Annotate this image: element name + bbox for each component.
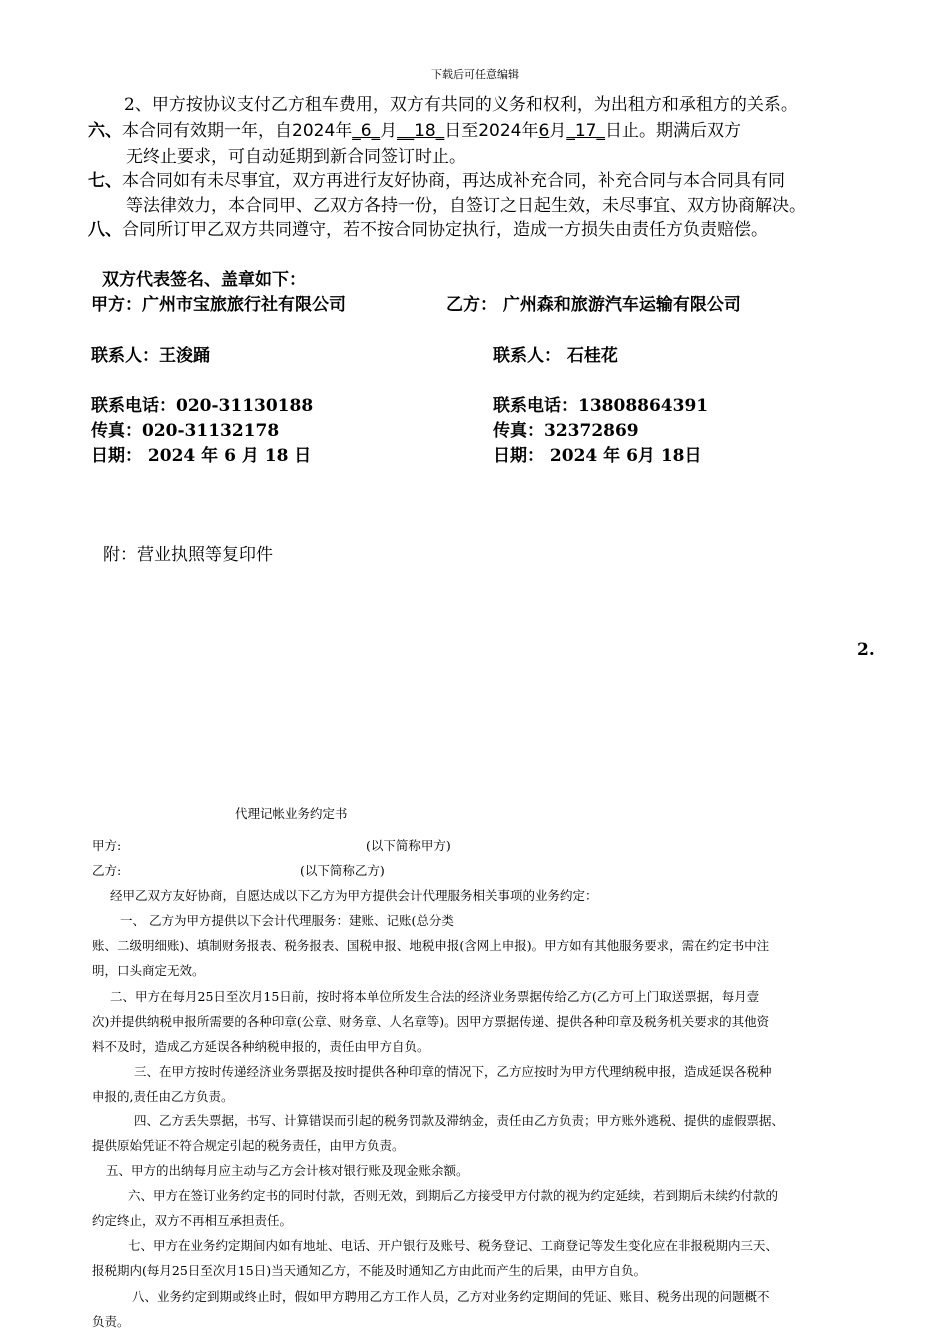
item-4-line1: 四、乙方丢失票据，书写、计算错误而引起的税务罚款及滞纳金，责任由乙方负责；甲方账外逃税、提供的虚假票据、: [134, 1113, 785, 1128]
clause-6-line2: 无终止要求，可自动延期到新合同签订时止。: [126, 147, 466, 167]
year-label: 年: [335, 121, 353, 141]
year-label-2: 年: [521, 121, 539, 141]
item-2-line3: 料不及时，造成乙方延误各种纳税申报的，责任由甲方自负。: [92, 1039, 430, 1054]
item-5-line1: 五、甲方的出纳每月应主动与乙方会计核对银行账及现金账余额。: [106, 1163, 469, 1178]
end-year: 2024: [478, 121, 522, 141]
month-label-2: 月: [549, 121, 567, 141]
agreement-party-b-label: 乙方:: [92, 863, 122, 878]
day-label: 日至: [444, 121, 479, 141]
agreement-intro: 经甲乙双方友好协商，自愿达成以下乙方为甲方提供会计代理服务相关事项的业务约定：: [110, 888, 598, 903]
phone-b: 联系电话：13808864391: [493, 396, 709, 416]
clause-6-tail: 日止。期满后双方: [604, 121, 741, 141]
party-b: 乙方： 广州森和旅游汽车运输有限公司: [446, 295, 741, 315]
item-7-line2: 报税期内(每月25日至次月15日)当天通知乙方，不能及时通知乙方由此而产生的后果，由甲方自负。: [92, 1263, 647, 1278]
item-8-line1: 八、业务约定到期或终止时，假如甲方聘用乙方工作人员，乙方对业务约定期间的凭证、账目、税务出现的问题概不: [132, 1289, 770, 1304]
agreement-title: 代理记帐业务约定书: [235, 806, 348, 821]
item-2-line1: 二、甲方在每月25日至次月15日前，按时将本单位所发生合法的经济业务票据传给乙方(乙方可上门取送票据，每月壹: [110, 989, 760, 1004]
date-b: 日期： 2024 年 6月 18日: [493, 446, 702, 466]
end-month: 6: [538, 121, 550, 141]
month-label: 月: [380, 121, 398, 141]
clause-7-line1: [88, 166, 785, 191]
item-3-line1: 三、在甲方按时传递经济业务票据及按时提供各种印章的情况下，乙方应按时为甲方代理纳税申报，造成延误各税种: [134, 1064, 772, 1079]
clause-7-text: 本合同如有未尽事宜，双方再进行友好协商，再达成补充合同，补充合同与本合同具有同: [122, 171, 785, 191]
clause-6-num: 六、: [88, 121, 122, 141]
party-a: 甲方：广州市宝旅旅行社有限公司: [91, 295, 346, 315]
page-number: 2.: [857, 640, 875, 660]
item-1-line1: 一、 乙方为甲方提供以下会计代理服务：建账、记账(总分类: [120, 913, 454, 928]
clause-8-num: 八、: [88, 220, 122, 240]
item-6-line2: 约定终止，双方不再相互承担责任。: [92, 1213, 293, 1228]
item-4-line2: 提供原始凭证不符合规定引起的税务责任，由甲方负责。: [92, 1138, 405, 1153]
attachment-note: 附：营业执照等复印件: [103, 545, 273, 565]
clause-8-text: 合同所订甲乙双方共同遵守，若不按合同协定执行，造成一方损失由责任方负责赔偿。: [122, 220, 768, 240]
contact-b: 联系人： 石桂花: [493, 346, 618, 366]
item-3-line2: 申报的,责任由乙方负责。: [92, 1089, 234, 1104]
fax-b: 传真：32372869: [493, 421, 639, 441]
start-day: __18_: [397, 121, 445, 141]
item-2-line2: 次)并提供纳税申报所需要的各种印章(公章、财务章、人名章等)。因甲方票据传递、提供各种印章及税务机关要求的其他资: [92, 1014, 770, 1029]
contact-a: 联系人：王浚踊: [91, 346, 210, 366]
item-6-line1: 六、甲方在签订业务约定书的同时付款，否则无效，到期后乙方接受甲方付款的视为约定延续，若到期后未续约付款的: [128, 1188, 779, 1203]
end-day: _17_: [566, 121, 605, 141]
signature-heading: 双方代表签名、盖章如下：: [102, 270, 306, 290]
phone-a: 联系电话：020-31130188: [91, 396, 314, 416]
clause-6-line1: [88, 116, 741, 141]
clause-7-line2: 等法律效力，本合同甲、乙双方各持一份，自签订之日起生效，未尽事宜、双方协商解决。: [126, 196, 806, 216]
agreement-party-a-note: (以下简称甲方): [366, 838, 451, 853]
header-note: 下载后可任意编辑: [431, 68, 519, 81]
clause-7-num: 七、: [88, 171, 122, 191]
item-1-line3: 明，口头商定无效。: [92, 963, 205, 978]
agreement-party-b-note: (以下简称乙方): [300, 863, 385, 878]
item-8-line2: 负责。: [92, 1314, 130, 1329]
fax-a: 传真：020-31132178: [91, 421, 280, 441]
item-1-line2: 账、二级明细账)、填制财务报表、税务报表、国税申报、地税申报(含网上申报)。甲方如有其他服务要求，需在约定书中注: [92, 938, 770, 953]
start-year: 2024: [292, 121, 336, 141]
agreement-party-a-label: 甲方:: [92, 838, 122, 853]
start-month: _6_: [352, 121, 381, 141]
clause-6-pre: 本合同有效期一年，自: [122, 121, 292, 141]
date-a: 日期： 2024 年 6 月 18 日: [91, 446, 312, 466]
clause-2: 2、甲方按协议支付乙方租车费用，双方有共同的义务和权利，为出租方和承租方的关系。: [124, 95, 798, 115]
item-7-line1: 七、甲方在业务约定期间内如有地址、电话、开户银行及账号、税务登记、工商登记等发生变化应在非报税期内三天、: [128, 1238, 779, 1253]
clause-8: [88, 215, 768, 240]
